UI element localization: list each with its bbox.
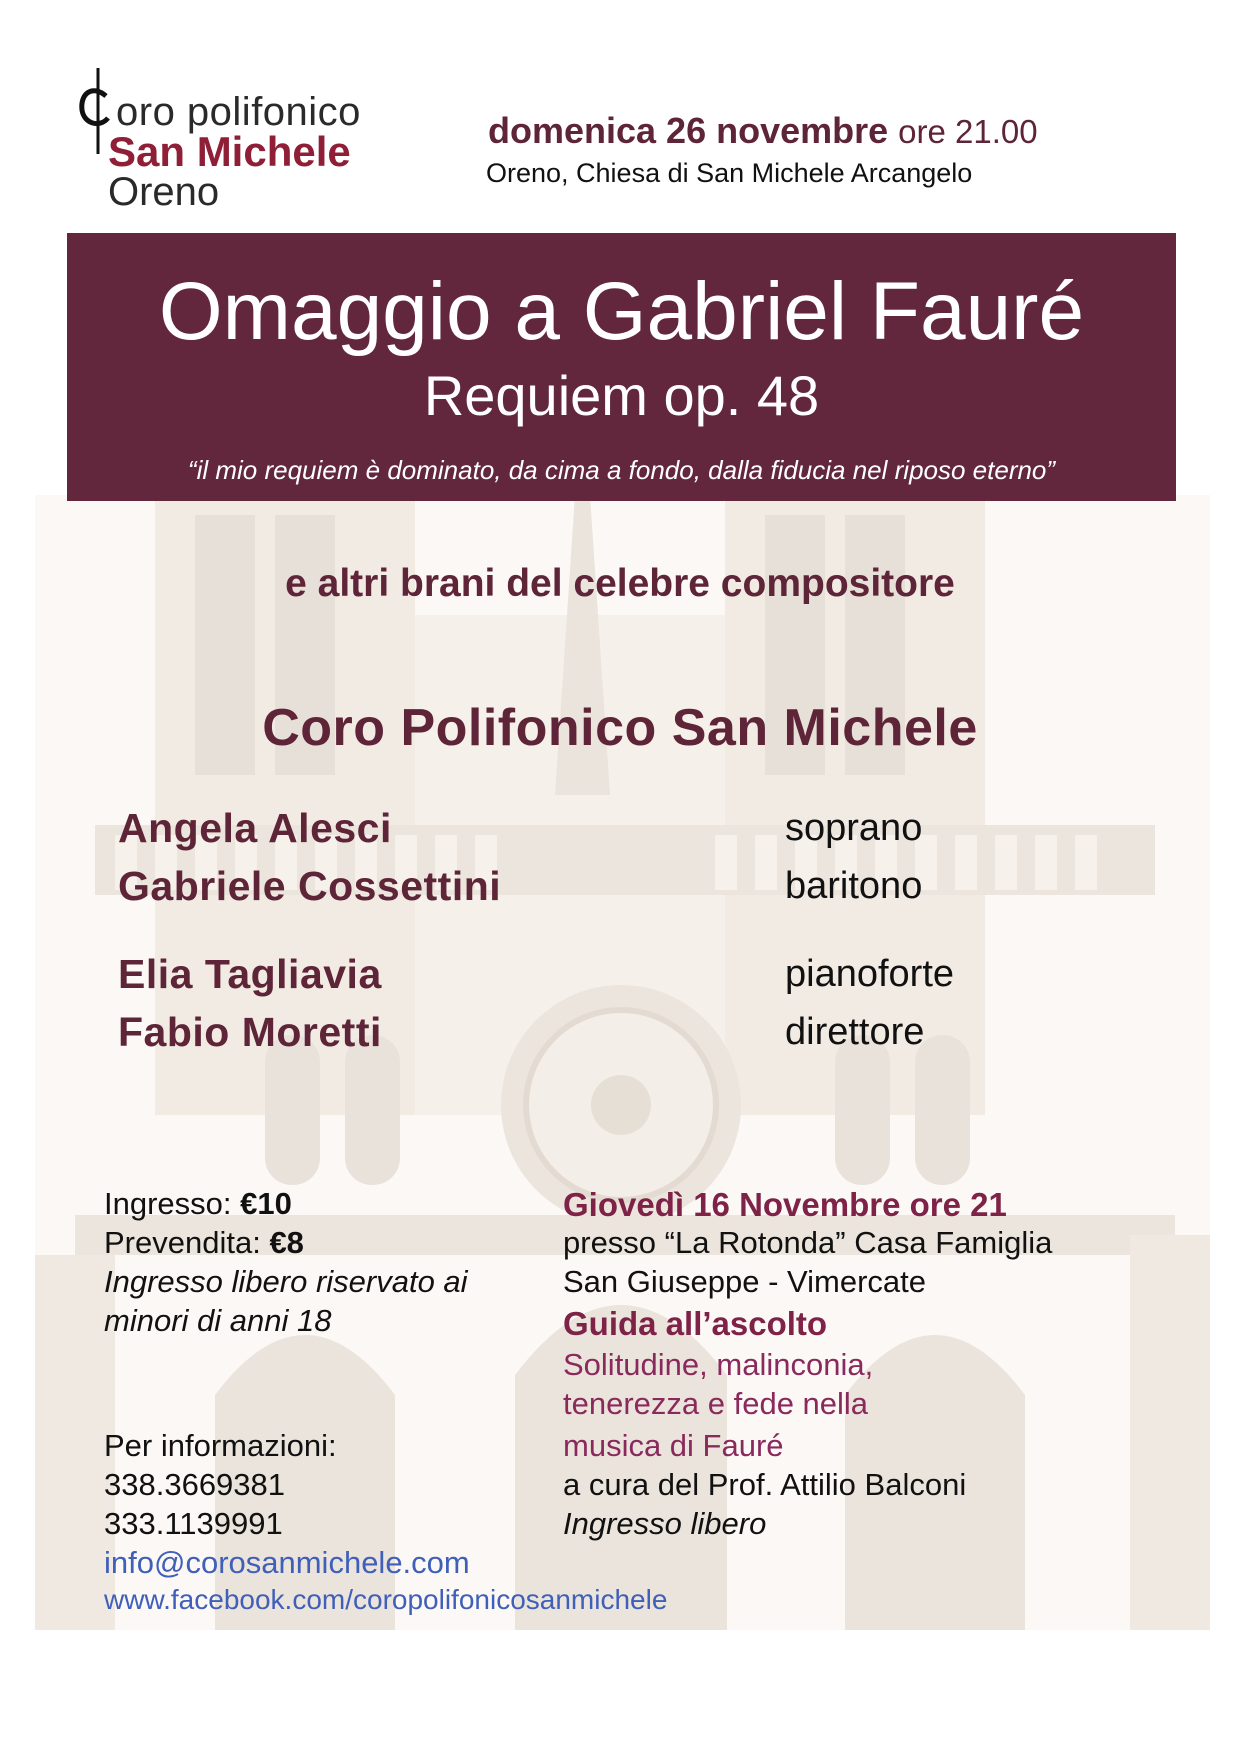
event-venue: Oreno, Chiesa di San Michele Arcangelo — [486, 158, 973, 188]
phone-number[interactable]: 338.3669381 — [104, 1467, 286, 1502]
logo-line-1: oro polifonico — [116, 90, 361, 134]
logo-line-2: San Michele — [108, 128, 351, 175]
guide-entry: Ingresso libero — [563, 1506, 767, 1541]
choir-logo — [76, 62, 456, 212]
free-entry-note: minori di anni 18 — [104, 1303, 332, 1338]
presale-label: Prevendita: — [104, 1225, 270, 1260]
event-date: domenica 26 novembre — [488, 110, 889, 151]
guide-description: tenerezza e fede nella — [563, 1386, 869, 1421]
faure-quote: “il mio requiem è dominato, da cima a fondo, dalla fiducia nel riposo eterno” — [187, 455, 1056, 485]
concert-title: Omaggio a Gabriel Fauré — [158, 266, 1085, 357]
title-banner — [67, 233, 1176, 501]
free-entry-note: Ingresso libero riservato ai — [104, 1264, 468, 1299]
entry-label: Ingresso: — [104, 1186, 241, 1221]
guide-place: presso “La Rotonda” Casa Famiglia — [563, 1225, 1053, 1260]
performer-name: Elia Tagliavia — [118, 951, 382, 997]
facebook-link[interactable]: www.facebook.com/coropolifonicosanmichele — [104, 1584, 668, 1615]
performer-role: pianoforte — [785, 953, 955, 995]
performer-name: Fabio Moretti — [118, 1009, 382, 1055]
email-link[interactable]: info@corosanmichele.com — [104, 1545, 470, 1580]
phone-number[interactable]: 333.1139991 — [104, 1506, 283, 1541]
entry-price: €10 — [240, 1186, 292, 1221]
guide-speaker: a cura del Prof. Attilio Balconi — [563, 1467, 967, 1502]
guide-title: Guida all’ascolto — [563, 1305, 828, 1342]
performer-role: baritono — [785, 865, 923, 907]
contacts-heading: Per informazioni: — [104, 1428, 337, 1463]
guide-description: Solitudine, malinconia, — [563, 1347, 874, 1382]
other-pieces-line: e altri brani del celebre compositore — [285, 562, 955, 605]
guide-date: Giovedì 16 Novembre ore 21 — [563, 1186, 1007, 1223]
entry-price-line — [104, 1186, 292, 1222]
performer-name: Angela Alesci — [118, 805, 392, 851]
logo-line-3: Oreno — [108, 170, 220, 214]
presale-price: €8 — [269, 1225, 304, 1260]
performer-name: Gabriele Cossettini — [118, 863, 502, 909]
concert-subtitle: Requiem op. 48 — [423, 364, 820, 427]
guide-place: San Giuseppe - Vimercate — [563, 1264, 927, 1299]
presale-price-line — [104, 1225, 304, 1261]
guide-description: musica di Fauré — [563, 1428, 784, 1463]
performer-role: soprano — [785, 807, 923, 849]
event-date-line — [488, 110, 1038, 152]
event-time: ore 21.00 — [898, 113, 1038, 150]
performer-role: direttore — [785, 1011, 925, 1053]
choir-name: Coro Polifonico San Michele — [262, 699, 978, 757]
